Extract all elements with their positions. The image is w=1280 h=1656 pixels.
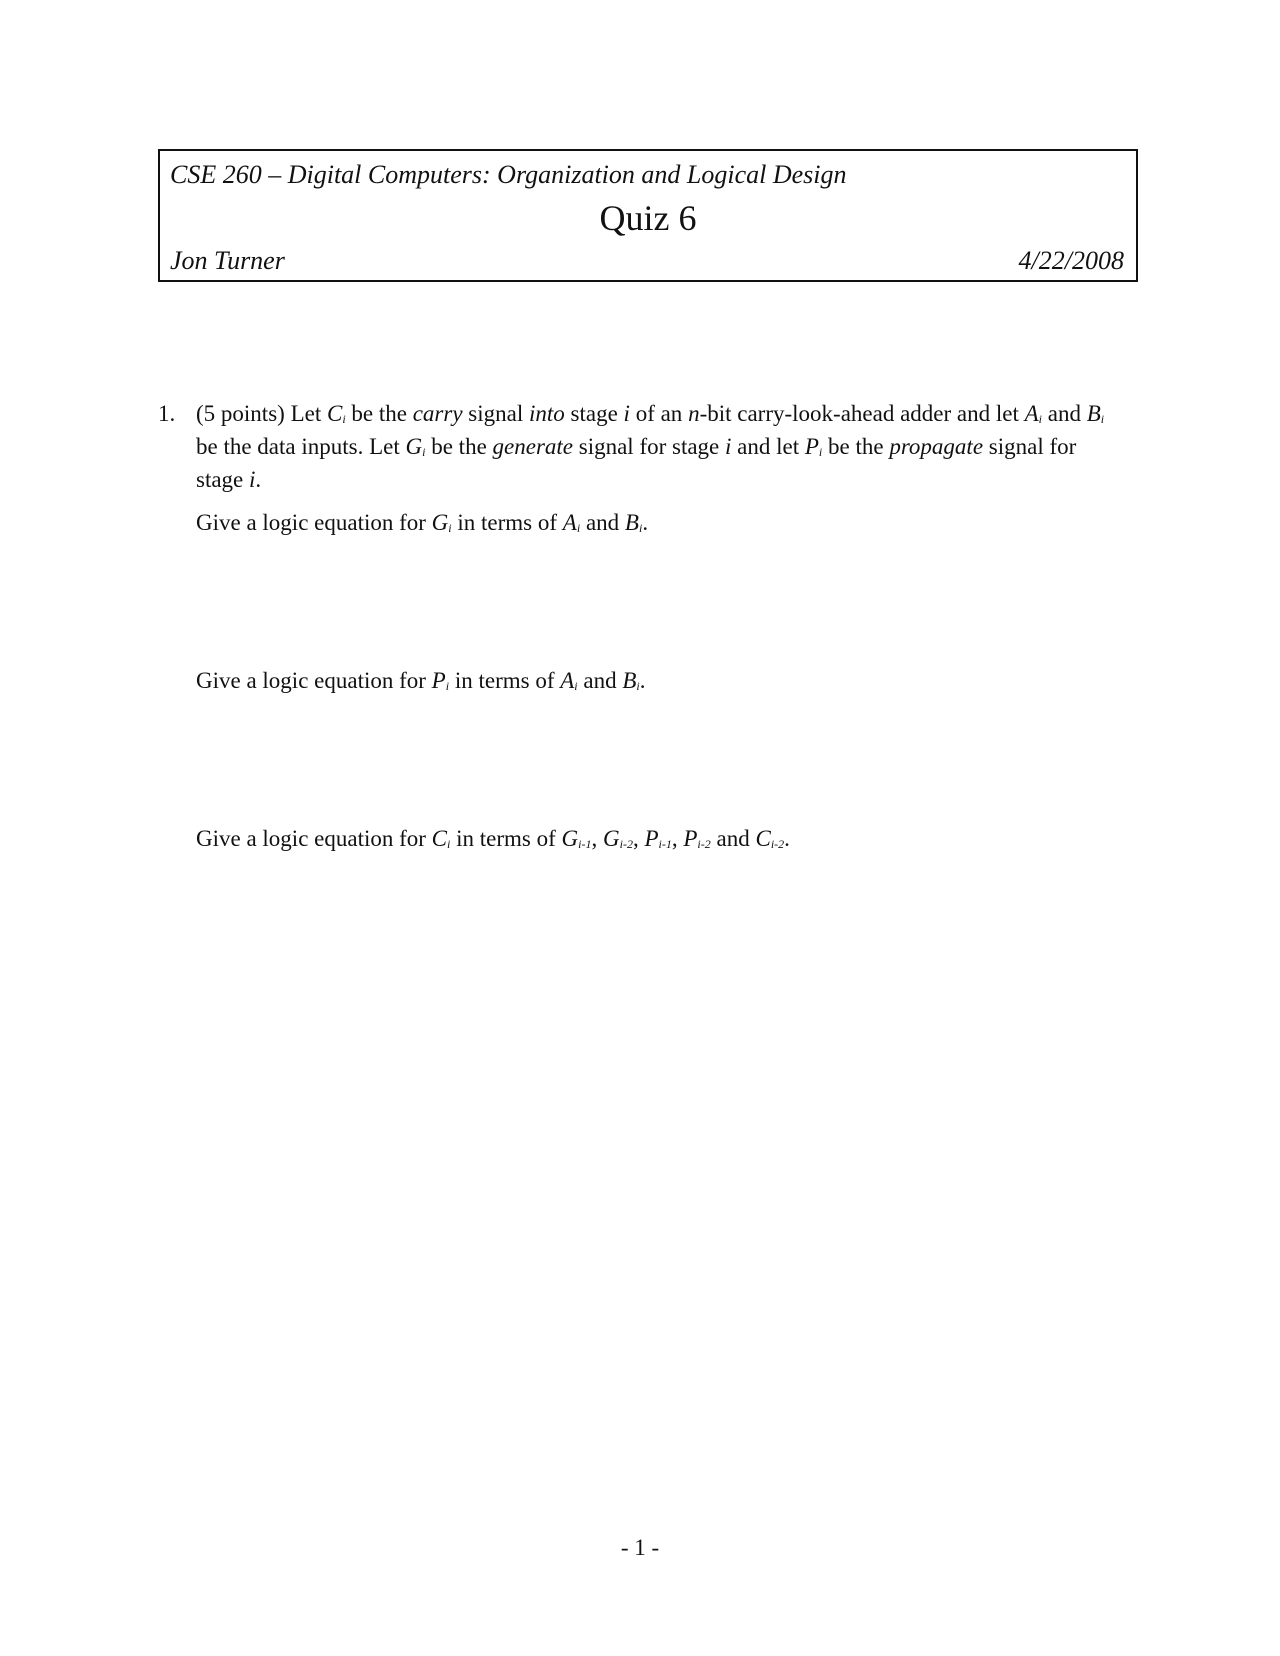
var-c: C	[755, 826, 771, 851]
var-b: B	[624, 510, 639, 535]
subscript: i	[574, 679, 578, 693]
subscript: i	[576, 521, 581, 535]
subscript: i-2	[619, 837, 633, 851]
var-p: P	[683, 826, 698, 851]
question-text: signal	[468, 401, 524, 426]
course-title: CSE 260 – Digital Computers: Organization and Logical Design	[170, 160, 847, 189]
var-p: P	[431, 668, 446, 693]
var-g: G	[602, 826, 620, 851]
part-text: .	[784, 826, 790, 851]
part-text: ,	[632, 826, 639, 851]
subscript: i	[342, 412, 346, 426]
var-b: B	[622, 668, 637, 693]
quiz-header-box	[158, 149, 1138, 282]
part-text: in terms of	[454, 668, 555, 693]
question-text: and let	[737, 434, 800, 459]
var-i: i	[725, 434, 732, 459]
subscript: i	[448, 521, 452, 535]
question-text: propagate	[889, 434, 984, 459]
part-b-prompt	[196, 668, 646, 694]
subscript: i	[422, 445, 426, 459]
question-text: signal for stage	[578, 434, 720, 459]
var-p: P	[804, 434, 819, 459]
question-text: Let	[290, 401, 322, 426]
subscript: i-1	[578, 837, 592, 851]
var-c: C	[431, 826, 448, 851]
var-b: B	[1086, 401, 1101, 426]
subscript: i	[636, 679, 640, 693]
question-text: carry	[412, 401, 463, 426]
var-a: A	[560, 668, 575, 693]
question-text: of an	[635, 401, 683, 426]
subscript: i	[445, 679, 450, 693]
quiz-title: Quiz 6	[599, 198, 697, 238]
question-text: be the	[351, 401, 407, 426]
part-text: Give a logic equation for	[196, 510, 426, 535]
var-g: G	[405, 434, 423, 459]
question-text: and	[1047, 401, 1081, 426]
var-p: P	[644, 826, 659, 851]
part-text: ,	[671, 826, 678, 851]
subscript: i	[638, 521, 643, 535]
part-text: Give a logic equation for	[196, 668, 426, 693]
question-text: signal for stage	[196, 434, 1077, 492]
question-text: be the	[431, 434, 487, 459]
quiz-date: 4/22/2008	[1018, 246, 1124, 275]
part-text: in terms of	[457, 510, 558, 535]
subscript: i-2	[697, 837, 711, 851]
var-a: A	[1024, 401, 1039, 426]
var-g: G	[561, 826, 579, 851]
part-text: Give a logic equation for	[196, 826, 426, 851]
part-c-prompt	[196, 826, 790, 852]
part-text: .	[642, 510, 649, 535]
part-text: and	[583, 668, 617, 693]
subscript: i-2	[770, 837, 785, 851]
var-n: n	[688, 401, 700, 426]
subscript: i	[447, 837, 451, 851]
part-a-prompt	[196, 510, 648, 536]
question-text: be the data inputs. Let	[196, 434, 400, 459]
question-1	[158, 400, 1118, 493]
question-prompt	[196, 400, 1118, 493]
var-c: C	[326, 401, 343, 426]
part-text: ,	[591, 826, 598, 851]
question-text: generate	[492, 434, 573, 459]
subscript: i-1	[658, 837, 672, 851]
subscript: i	[1100, 412, 1105, 426]
question-text: be the	[828, 434, 884, 459]
part-text: and	[716, 826, 750, 851]
page-number: - 1 -	[620, 1535, 660, 1560]
subscript: i	[1038, 412, 1043, 426]
author-name: Jon Turner	[170, 246, 285, 275]
subscript: i	[818, 445, 823, 459]
var-g: G	[431, 510, 449, 535]
var-i: i	[623, 401, 630, 426]
part-text: and	[585, 510, 620, 535]
part-text: .	[639, 668, 646, 693]
var-a: A	[562, 510, 577, 535]
question-text: -bit carry-look-ahead adder and let	[699, 401, 1019, 426]
var-i: i	[249, 467, 256, 492]
part-text: in terms of	[456, 826, 556, 851]
question-text: .	[255, 467, 262, 492]
question-number: 1.	[158, 401, 176, 426]
question-text: into	[529, 401, 565, 426]
question-points: (5 points)	[196, 401, 285, 426]
question-text: stage	[570, 401, 618, 426]
